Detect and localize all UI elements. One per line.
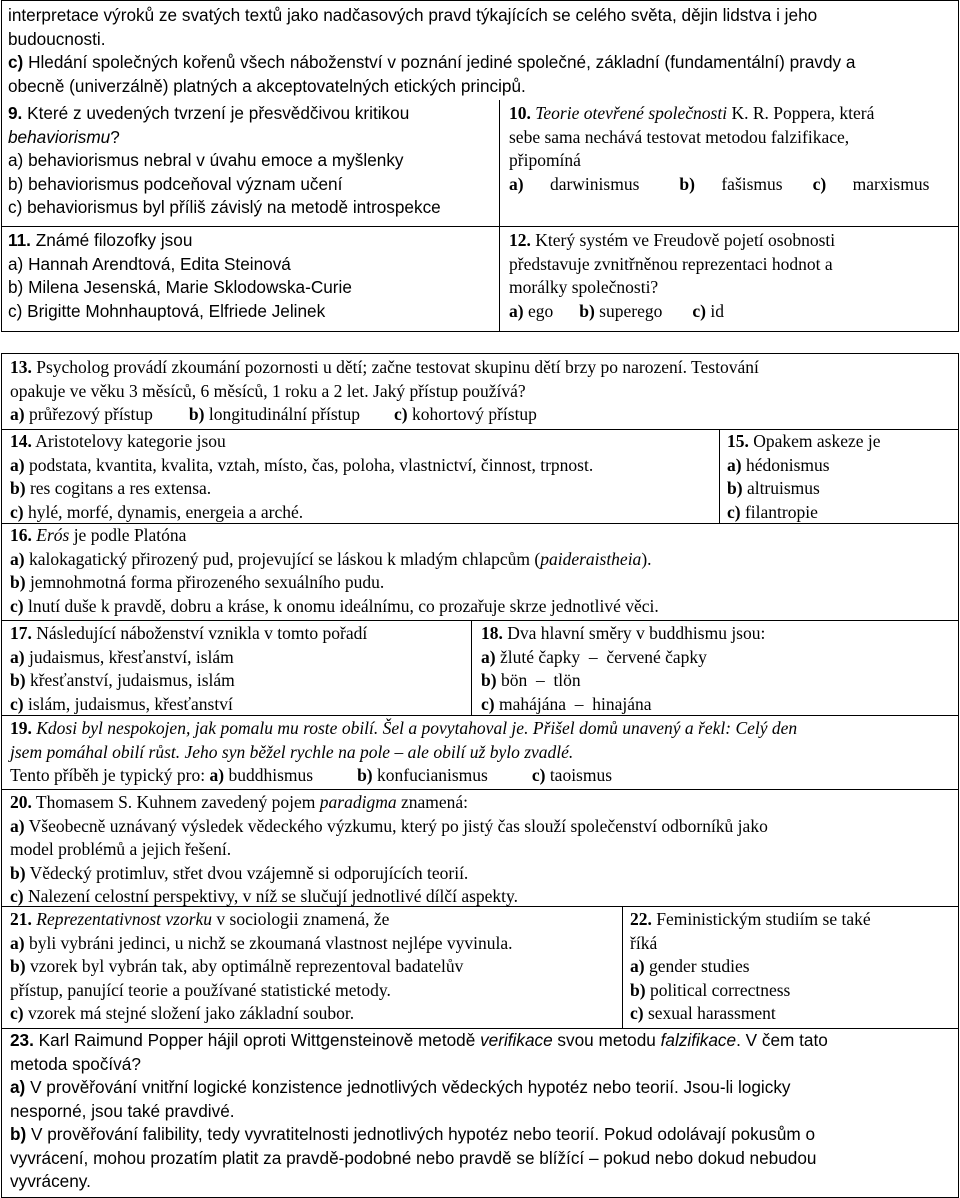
option-b [481,669,955,693]
question-text: svou metodu [552,1030,661,1050]
option-b [10,669,468,693]
question-15 [727,430,955,524]
option-text: jemnohmotná forma přirozeného sexuálního pudu. [25,572,385,592]
question-title [10,717,955,741]
option-label: c) [727,501,741,522]
question-italic: jsem pomáhal obilí růst. Jeho syn běžel rychle na pole – ale obilí už bylo zvadlé. [10,741,574,762]
question-italic: Teorie otevřené společnosti [535,103,728,123]
divider [471,620,472,715]
option-text: lnutí duše k pravdě, dobru a kráse, k onomu ideálnímu, co prozařuje skrze jednotlivé věci. [23,595,659,616]
option-label: b) [727,478,743,498]
option-text: marxismus [848,173,930,194]
option-text: křesťanství, judaismus, islám [25,670,235,690]
option-text: hédonismus [741,454,830,475]
option-text: bön – tlön [496,670,581,690]
option-b [10,955,620,979]
question-number: 10. [509,103,531,123]
option-text: podstata, kvantita, kvalita, vztah, místo, čas, poloha, vlastnictví, činnost, trpnost. [24,454,594,475]
option-c [8,51,953,75]
option-text: behaviorismus podceňoval význam učení [23,173,343,194]
question-text: Thomasem S. Kuhnem zavedený pojem [31,792,320,812]
option-label: c) [812,173,827,194]
question-italic: verifikace [480,1030,553,1050]
question-italic: paradigma [319,792,397,812]
option-label: b) [481,670,497,690]
option-b [579,301,662,321]
option-text: hylé, morfé, dynamis, energeia a arché. [23,501,304,522]
option-text: behaviorismus byl příliš závislý na metodě introspekce [22,197,441,217]
option-label: a) [10,1077,26,1097]
option-label: c) [481,693,495,714]
question-title [10,622,468,646]
question-italic: Erós [36,525,70,545]
option-text: Nalezení celostní perspektivy, v níž se slučují jednotlivé dílčí aspekty. [23,886,519,906]
option-text: model problémů a jejich řešení. [10,839,232,859]
question-9 [8,102,498,220]
question-italic: Kdosi byl nespokojen, jak pomalu mu roste obilí. Šel a povytahoval je. Přišel domů unavený a řekl: Celý den [31,718,798,738]
question-number: 22. [630,909,652,929]
option-label: b) [10,572,26,592]
question-text: Opakem askeze je [748,431,881,451]
option-c [727,501,955,525]
option-c [10,501,716,525]
question-title [10,908,620,932]
option-label: c) [10,595,24,616]
divider [1,226,959,227]
question-number: 18. [481,623,503,643]
option-label: a) [481,646,496,667]
option-c [10,595,955,619]
option-c [10,693,468,717]
option-label: c) [394,404,408,424]
question-number: 23. [10,1030,34,1050]
question-italic [10,741,955,765]
divider [1,789,959,790]
option-b [10,862,955,886]
option-label: c) [8,197,23,217]
question-number: 13. [10,357,32,377]
option-label: c) [10,886,24,906]
option-a [10,932,620,956]
option-a [10,815,955,839]
option-c [8,300,498,324]
options-row [509,173,957,197]
question-10 [509,102,957,196]
question-text: je podle Platóna [69,525,187,545]
option-text: buddhismus [224,765,314,785]
option-b [727,477,955,501]
option-a [8,253,498,277]
top-text [8,4,953,98]
text-line: obecně (univerzálně) platných a akceptovatelných etických principů. [8,75,526,96]
option-label: b) [10,862,26,883]
option-b [679,174,782,194]
text-line: budoucnosti. [8,28,106,49]
option-b [8,276,498,300]
question-title [10,430,716,454]
question-title [727,430,955,454]
question-text: znamená: [396,792,468,812]
option-text: Všeobecně uznávaný výsledek vědeckého výzkumu, který po jistý čas slouží společenství odborníků jako [24,815,768,836]
question-number: 14. [10,431,32,451]
option-text: průřezový přístup [24,404,153,424]
option-label: c) [531,765,546,785]
option-text: fašismus [716,173,783,194]
option-a [210,765,314,785]
option-label: b) [10,956,26,976]
option-text: kalokagatický přirozený pud, projevující se láskou k mladým chlapcům ( [24,548,541,569]
option-label: a) [8,253,24,274]
question-text: říká [630,932,658,953]
option-a [10,646,468,670]
question-text: Aristotelovy kategorie jsou [31,431,226,451]
option-text: behaviorismus nebral v úvahu emoce a myšlenky [23,150,404,170]
question-title [8,126,498,150]
question-text: sebe sama nechává testovat metodou falzifikace, [509,126,850,147]
option-b [8,173,498,197]
divider [719,429,720,523]
option-c [394,404,537,424]
option-text: ). [641,548,652,569]
question-number: 21. [10,909,32,929]
option-c [813,174,930,194]
option-b [10,1123,955,1147]
option-text: Vědecký protimluv, střet dvou vzájemně si odporujících teorií. [25,862,469,883]
question-number: 11. [8,230,31,250]
option-text: vyvrácení, mohou prozatím platit za pravdě-podobné nebo pravdě se blížící – pokud nebo dokud nebudou [10,1147,817,1168]
option-text: V prověřování falibility, tedy vyvratitelnosti jednotlivých hypotéz nebo teorií. Pokud odolávají pokusům o [26,1124,816,1144]
question-italic: Reprezentativnost vzorku [31,909,213,929]
question-17 [10,622,468,716]
question-16 [10,524,955,618]
question-italic: behaviorismu [8,126,111,147]
option-text: id [705,300,724,321]
option-label: b) [10,1124,27,1144]
options-row [10,403,955,427]
options-row [10,764,955,788]
option-text: byli vybráni jedinci, u nichž se zkoumaná vlastnost nejlépe vyvinula. [24,932,513,953]
option-text: mahájána – hinajána [494,693,652,714]
option-c [532,765,612,785]
option-c [8,196,498,220]
option-text: vyvráceny. [10,1171,91,1191]
question-text: Dva hlavní směry v buddhismu jsou: [502,623,766,643]
option-label: c) [692,300,706,321]
option-text: gender studies [644,956,750,976]
option-label: a) [10,932,25,953]
question-text: metoda spočívá? [10,1053,141,1074]
option-text: Milena Jesenská, Marie Sklodowska-Curie [23,277,352,297]
option-c [630,1002,956,1026]
option-label: c) [10,693,24,714]
option-label: a) [10,815,25,836]
option-label: a) [10,404,25,424]
option-text: konfucianismus [372,765,488,785]
question-title [630,908,956,932]
question-number: 17. [10,623,32,643]
option-a [481,646,955,670]
option-text: přístup, panující teorie a používané statistické metody. [10,979,391,1000]
question-12 [509,229,957,323]
option-b [10,477,716,501]
option-text: V prověřování vnitřní logické konzistence jednotlivých vědeckých hypotéz nebo teorií. Jsou-li logicky [25,1077,791,1097]
question-13 [10,356,955,427]
option-label: c) [10,501,24,522]
option-label: b) [10,478,26,498]
option-c [10,885,955,909]
question-text: Psycholog provádí zkoumání pozornosti u dětí; začne testovat skupinu dětí brzy po narození. Testování [31,357,759,377]
question-number: 15. [727,431,749,451]
question-title [10,524,955,548]
option-a [10,454,716,478]
option-a [8,149,498,173]
option-label: b) [679,173,695,194]
question-number: 12. [509,230,531,250]
question-number: 19. [10,718,32,738]
question-title [481,622,955,646]
question-text: Tento příběh je typický pro: [10,765,206,785]
question-text: představuje zvnitřněnou reprezentaci hodnot a [509,253,833,274]
option-text: superego [594,300,663,321]
option-text: ego [523,300,554,321]
question-title [509,229,957,253]
option-b [357,765,488,785]
option-text: kohortový přístup [407,404,537,424]
option-a [727,454,955,478]
question-text: Který systém ve Freudově pojetí osobnosti [530,230,836,250]
option-text: Hledání společných kořenů všech náboženství v poznání jediné společné, základní (fundamentální) pravdy a [23,52,856,72]
question-title [10,356,955,380]
option-c [10,1002,620,1026]
option-label: a) [509,173,524,194]
question-number: 16. [10,525,32,545]
option-a [10,1076,955,1100]
option-text: darwinismus [545,173,640,194]
option-label: a) [8,150,24,170]
option-label: a) [630,956,645,976]
question-11 [8,229,498,323]
option-b [10,571,955,595]
option-text: vzorek byl vybrán tak, aby optimálně reprezentoval badatelův [25,956,464,976]
option-label: c) [8,52,24,72]
option-label: c) [630,1003,644,1023]
option-label: b) [188,404,205,424]
question-text: v sociologii znamená, že [212,909,390,929]
text-line: interpretace výroků ze svatých textů jako nadčasových pravd týkajících se celého světa, dějin lidstva i jeho [8,5,818,25]
option-text: res cogitans a res extensa. [25,478,212,498]
option-text: sexual harassment [643,1003,776,1023]
question-21 [10,908,620,1026]
option-text: longitudinální přístup [204,404,361,424]
question-title [10,1029,955,1053]
option-a [509,301,553,321]
question-number: 9. [8,103,23,123]
options-row [509,300,957,324]
divider [1,620,959,621]
question-title [8,229,498,253]
divider [622,906,623,1028]
option-a [509,174,639,194]
option-c [692,301,724,321]
option-a [10,548,955,572]
option-label: b) [8,277,24,297]
question-title [509,102,957,126]
option-text: Hannah Arendtová, Edita Steinová [23,253,291,274]
option-text: filantropie [740,501,818,522]
option-text: Brigitte Mohnhauptová, Elfriede Jelinek [22,300,326,321]
option-label: b) [10,670,26,690]
question-20 [10,791,955,909]
option-label: c) [8,300,23,321]
question-18 [481,622,955,716]
question-text: Následující náboženství vznikla v tomto pořadí [31,623,368,643]
divider [499,100,500,332]
option-label: a) [10,548,25,569]
question-number: 20. [10,792,32,812]
option-a [10,404,153,424]
question-19 [10,717,955,788]
question-text: Karl Raimund Popper hájil oproti Wittgensteinově metodě [33,1030,481,1050]
question-text: K. R. Poppera, která [727,103,875,123]
question-text: morálky společnosti? [509,277,659,297]
option-label: c) [10,1003,24,1023]
option-text: altruismus [742,478,820,498]
option-b [630,979,956,1003]
option-text: taoismus [545,765,613,785]
option-text: nesporné, jsou také pravdivé. [10,1100,235,1121]
question-text: Které z uvedených tvrzení je přesvědčivou kritikou [22,103,410,123]
option-text: žluté čapky – červené čapky [495,646,707,667]
option-b [189,404,360,424]
question-text: . V čem tato [736,1030,828,1050]
option-label: a) [727,454,742,475]
question-text: ? [110,126,120,147]
option-label: b) [357,765,373,785]
option-text: political correctness [645,979,791,1000]
question-title [10,791,955,815]
question-23 [10,1029,955,1194]
option-label: b) [579,300,595,321]
option-label: a) [209,765,225,785]
question-22 [630,908,956,1026]
option-label: a) [509,300,524,321]
option-c [481,693,955,717]
question-text: Známé filozofky jsou [30,230,193,250]
question-text: Feministickým studiím se také [651,909,871,929]
question-14 [10,430,716,524]
option-text: vzorek má stejné složení jako základní soubor. [23,1003,355,1023]
option-label: b) [8,173,24,194]
question-text: připomíná [509,150,581,170]
option-text: judaismus, křesťanství, islám [24,646,234,667]
question-italic: falzifikace [660,1030,737,1050]
option-label: a) [10,646,25,667]
option-label: b) [630,979,646,1000]
option-text: islám, judaismus, křesťanství [23,693,233,714]
option-label: a) [10,454,25,475]
question-title [8,102,498,126]
question-text: opakuje ve věku 3 měsíců, 6 měsíců, 1 roku a 2 let. Jaký přístup používá? [10,380,526,401]
option-italic: paideraistheia [540,548,642,569]
option-a [630,955,956,979]
